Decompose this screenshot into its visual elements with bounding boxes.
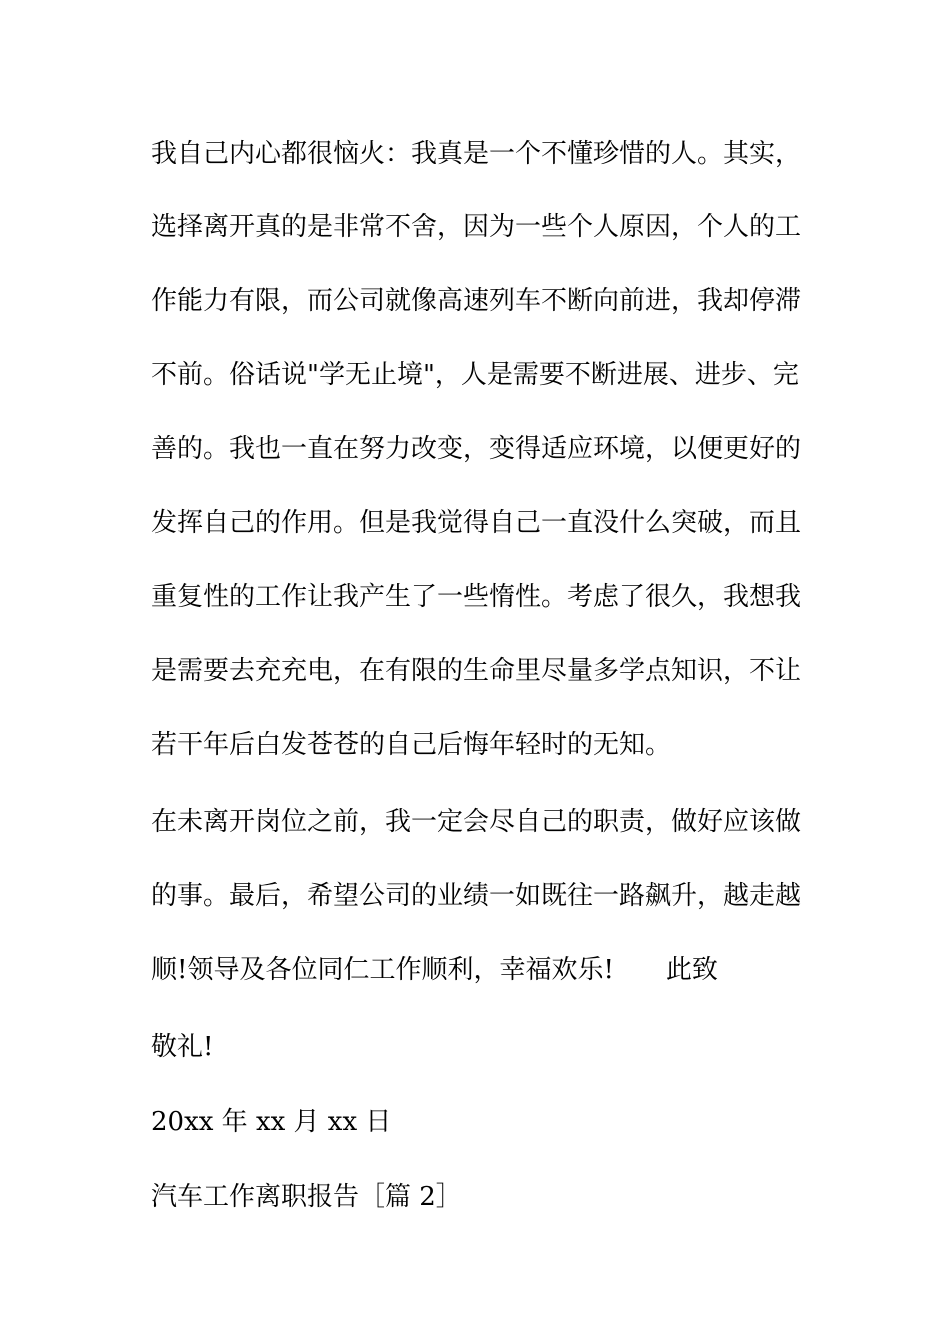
paragraph-1-line-3: 作能力有限，而公司就像高速列车不断向前进，我却停滞 — [151, 286, 802, 316]
paragraph-1-line-9: 若干年后白发苍苍的自己后悔年轻时的无知。 — [151, 730, 672, 760]
paragraph-1-line-5: 善的。我也一直在努力改变，变得适应环境，以便更好的 — [151, 434, 802, 464]
paragraph-2-line-3: 顺!领导及各位同仁工作顺利，幸福欢乐! 此致 — [151, 955, 718, 985]
paragraph-1-line-7: 重复性的工作让我产生了一些惰性。考虑了很久，我想我 — [151, 582, 802, 612]
paragraph-1-line-4: 不前。俗话说"学无止境"，人是需要不断进展、进步、完 — [151, 360, 799, 390]
paragraph-2-line-2: 的事。最后，希望公司的业绩一如既往一路飙升，越走越 — [151, 881, 802, 911]
paragraph-1-line-6: 发挥自己的作用。但是我觉得自己一直没什么突破，而且 — [151, 508, 802, 538]
paragraph-2-line-1: 在未离开岗位之前，我一定会尽自己的职责，做好应该做 — [151, 807, 802, 837]
letter-date: 20xx 年 xx 月 xx 日 — [151, 1107, 392, 1137]
paragraph-1-line-8: 是需要去充充电，在有限的生命里尽量多学点知识，不让 — [151, 656, 802, 686]
paragraph-1-line-2: 选择离开真的是非常不舍，因为一些个人原因，个人的工 — [151, 212, 802, 242]
next-section-title: 汽车工作离职报告［篇 2］ — [151, 1182, 462, 1212]
closing-salutation: 敬礼! — [151, 1032, 214, 1062]
paragraph-1-line-1: 我自己内心都很恼火：我真是一个不懂珍惜的人。其实， — [151, 139, 802, 169]
